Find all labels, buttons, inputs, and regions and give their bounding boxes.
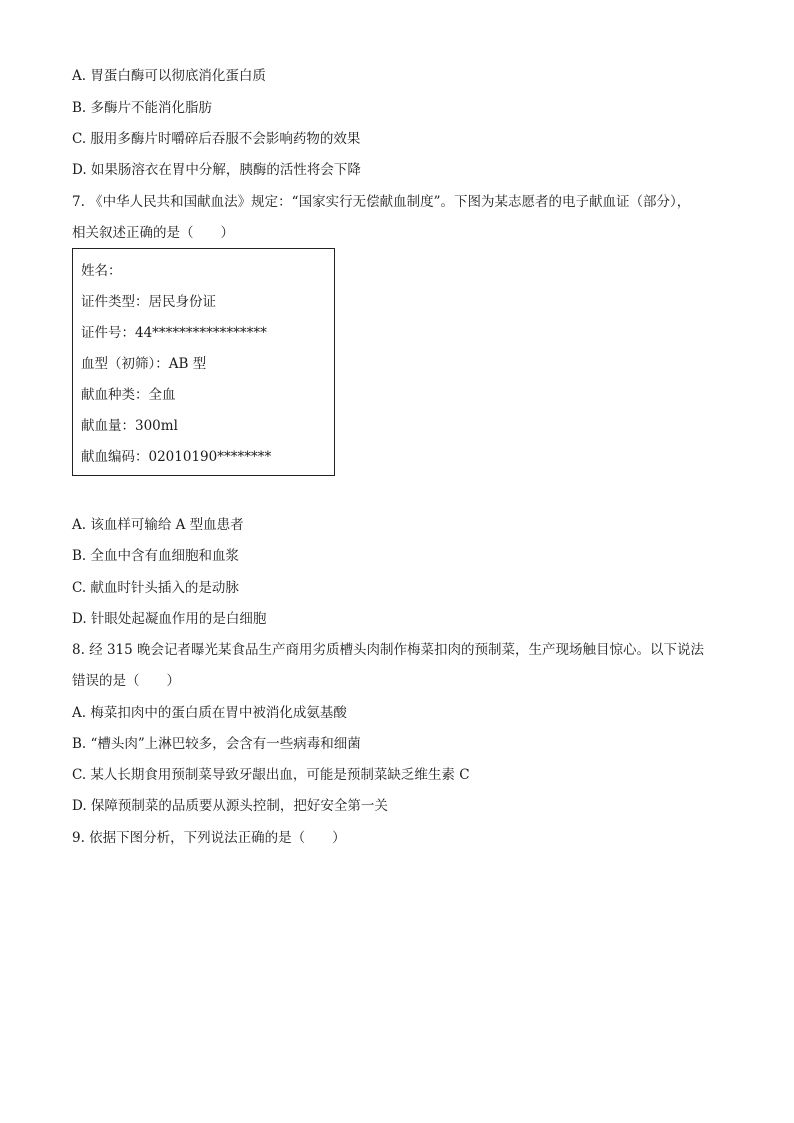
q7-stem-line2: 相关叙述正确的是（ ） [72, 225, 234, 241]
q7-option-d: D. 针眼处起凝血作用的是白细胞 [72, 611, 267, 627]
q8-option-c: C. 某人长期食用预制菜导致牙龈出血，可能是预制菜缺乏维生素 C [72, 767, 470, 783]
card-donation-volume-field: 献血量：300ml [81, 418, 178, 434]
q8-stem-line1: 8. 经 315 晚会记者曝光某食品生产商用劣质槽头肉制作梅菜扣肉的预制菜，生产现场触目惊心。以下说法 [72, 642, 705, 658]
card-id-type-field: 证件类型：居民身份证 [81, 294, 216, 310]
q6-option-d: D. 如果肠溶衣在胃中分解，胰酶的活性将会下降 [72, 162, 361, 178]
card-donation-code-field: 献血编码：02010190******** [81, 449, 272, 465]
q8-option-b: B. “槽头肉”上淋巴较多，会含有一些病毒和细菌 [72, 736, 361, 752]
q9-stem: 9. 依据下图分析，下列说法正确的是（ ） [72, 830, 346, 846]
q8-option-d: D. 保障预制菜的品质要从源头控制，把好安全第一关 [72, 798, 388, 814]
q7-option-b: B. 全血中含有血细胞和血浆 [72, 548, 240, 564]
q6-option-b: B. 多酶片不能消化脂肪 [72, 100, 213, 116]
q7-option-c: C. 献血时针头插入的是动脉 [72, 580, 239, 596]
blood-donation-card [72, 248, 335, 476]
card-name-field: 姓名： [81, 263, 122, 279]
q7-option-a: A. 该血样可输给 A 型血患者 [72, 517, 244, 533]
q7-stem-line1: 7. 《中华人民共和国献血法》规定：“国家实行无偿献血制度”。下图为某志愿者的电子献血证（部分）， [72, 194, 691, 210]
card-id-number-field: 证件号：44***************** [81, 325, 267, 341]
q6-option-a: A. 胃蛋白酶可以彻底消化蛋白质 [72, 68, 266, 84]
q6-option-c: C. 服用多酶片时嚼碎后吞服不会影响药物的效果 [72, 131, 361, 147]
q8-option-a: A. 梅菜扣肉中的蛋白质在胃中被消化成氨基酸 [72, 705, 347, 721]
card-donation-kind-field: 献血种类：全血 [81, 387, 176, 403]
q8-stem-line2: 错误的是（ ） [72, 673, 180, 689]
card-blood-type-field: 血型（初筛）：AB 型 [81, 356, 207, 372]
